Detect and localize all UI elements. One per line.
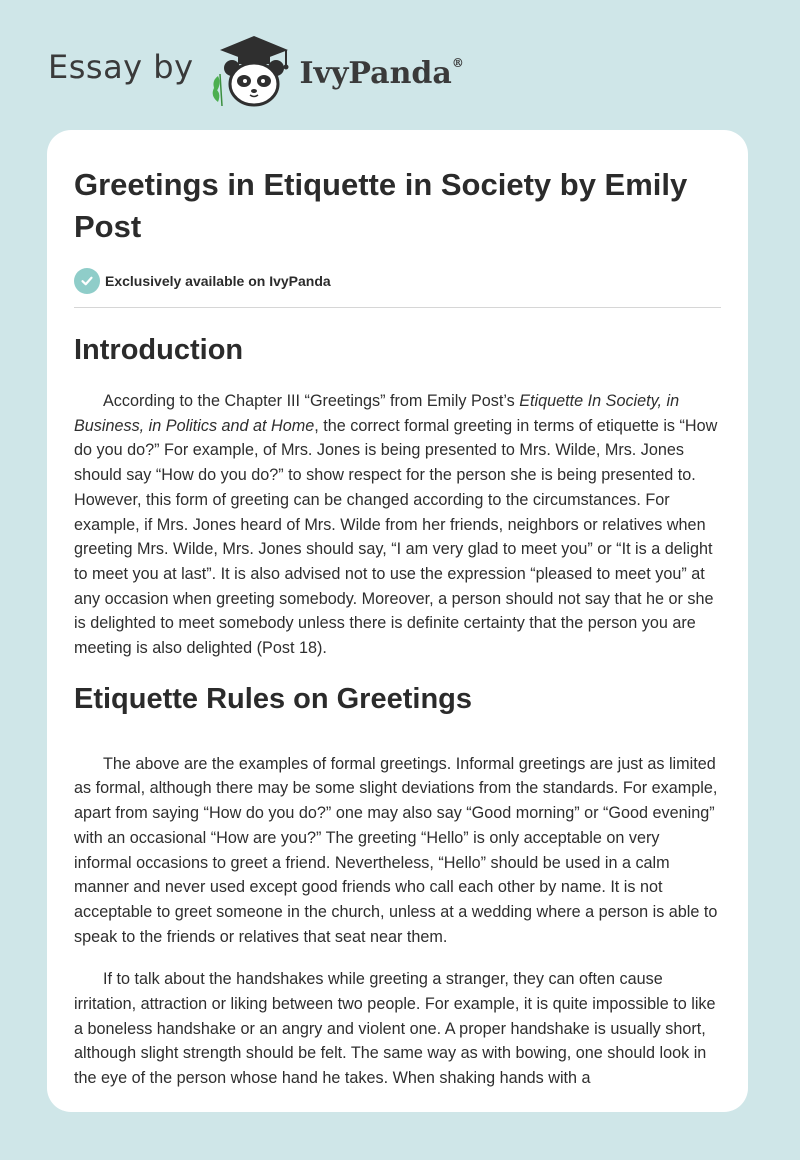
brand-name[interactable]	[300, 56, 464, 91]
paragraph-formal-informal: The above are the examples of formal greetings. Informal greetings are just as limited as formal, although there may be some slight deviations from the standards. For example, apart from saying “How do you do?” one may also say “Good morning” or “Good evening” with an occasional “How are you?” The greeting “Hello” is only acceptable on very informal occasions to greet a friend. Nevertheless, “Hello” should be used in a calm manner and never used except good friends who call each other by name. It is not acceptable to greet someone in the church, unless at a wedding where a person is able to speak to the friends or relatives that seat near them.	[74, 754, 718, 946]
section-heading-etiquette-rules: Etiquette Rules on Greetings	[74, 682, 472, 715]
check-circle-icon	[74, 268, 100, 294]
panda-logo-icon[interactable]	[208, 30, 298, 110]
site-header	[48, 30, 464, 110]
paragraph-text: , the correct formal greeting in terms of etiquette is “How do you do?” For example, of Mrs. Jones is being presented to Mrs. Wilde, Mrs. Jones should say “How do you do?” to show respect for the person she is being presented to. However, this form of greeting can be changed according to the circumstances. For example, if Mrs. Jones heard of Mrs. Wilde from her friends, neighbors or relatives when greeting Mrs. Wilde, Mrs. Jones should say, “I am very glad to meet you” or “It is a delight to meet you at last”. It is also advised not to use the expression “pleased to meet you” at any occasion when greeting somebody. Moreover, a person should not say that he or she is delighted to meet somebody unless there is definite certainty that the person you are meeting is also delighted (Post 18).	[74, 416, 718, 658]
paragraph-introduction	[74, 389, 721, 661]
exclusive-badge	[74, 268, 721, 294]
paragraph-text: According to the Chapter III “Greetings” from Emily Post’s	[103, 392, 520, 410]
title-divider	[74, 307, 721, 308]
badge-text: Exclusively available on IvyPanda	[105, 273, 331, 289]
essay-title: Greetings in Etiquette in Society by Emily Post	[74, 167, 688, 244]
book-title: Etiquette In Society, in Business, in Politics and at Home	[74, 392, 680, 435]
paragraph-handshakes: If to talk about the handshakes while greeting a stranger, they can often cause irritation, attraction or liking between two people. For example, it is quite impossible to like a boneless handshake or an angry and violent one. A proper handshake is usually short, although slight strength should be felt. The same way as with bowing, one should look in the eye of the person whose hand he takes. When shaking hands with a	[74, 970, 716, 1088]
brand-prefix: Essay by	[48, 48, 194, 86]
essay-card	[47, 130, 748, 1112]
brand-name-text: IvyPanda	[299, 55, 452, 91]
registered-mark: ®	[451, 55, 464, 70]
section-heading-introduction: Introduction	[74, 334, 244, 366]
